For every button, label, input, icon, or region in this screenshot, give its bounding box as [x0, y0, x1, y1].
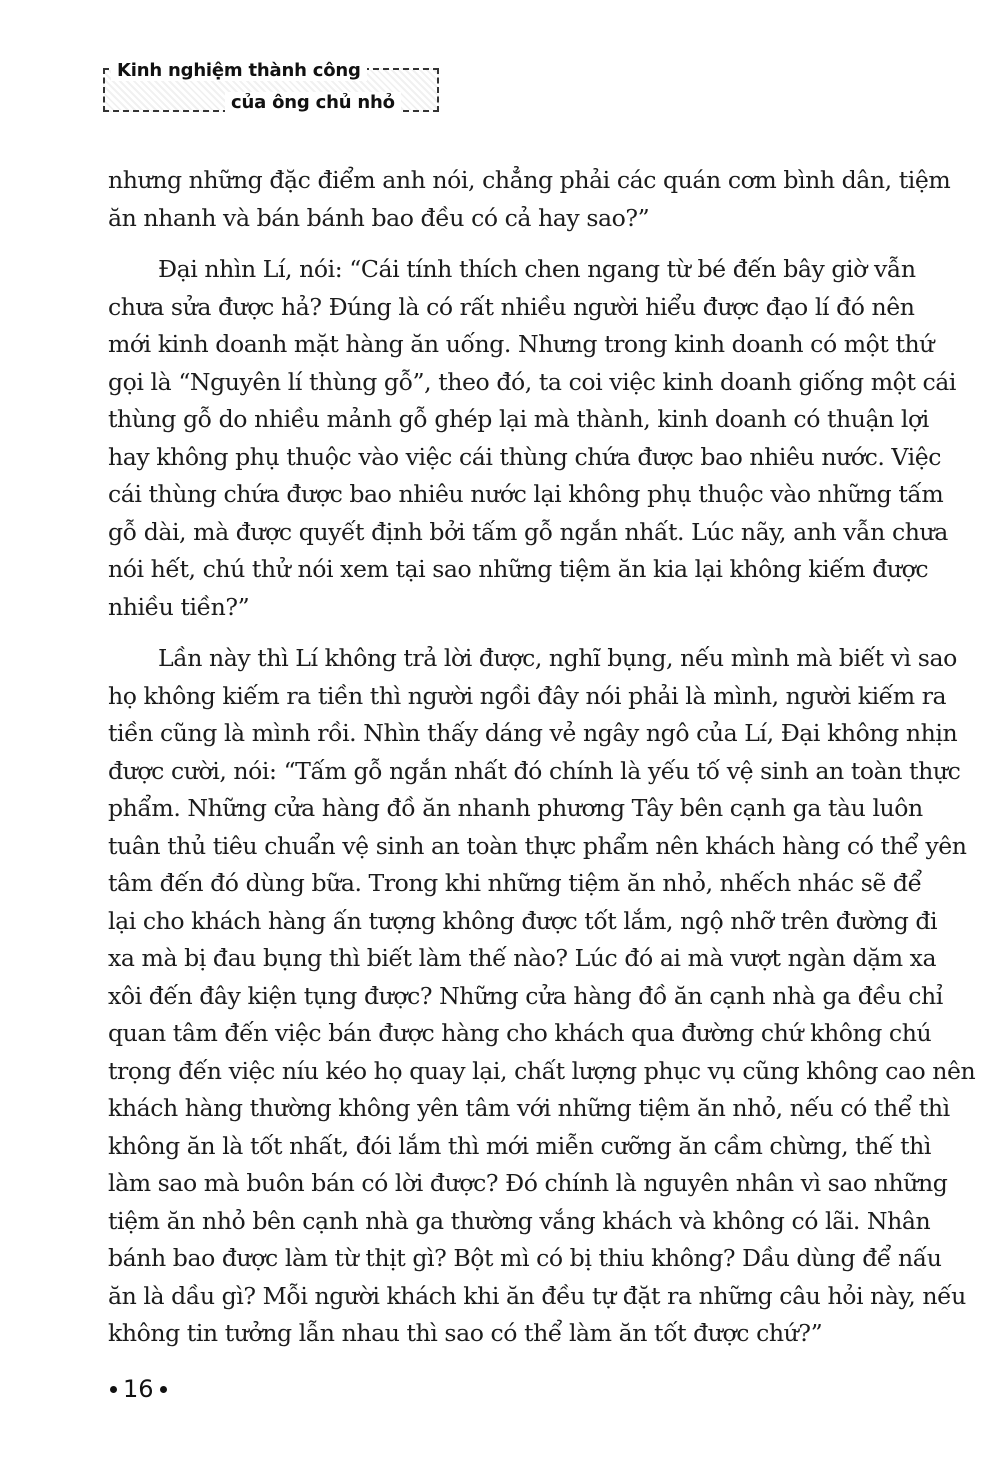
- text-line: tiền cũng là mình rồi. Nhìn thấy dáng vẻ ngây ngô của Lí, Đại không nhịn: [108, 719, 958, 747]
- bullet-dot-icon: [110, 1386, 117, 1393]
- paragraph-2: [108, 251, 956, 626]
- text-line: khách hàng thường không yên tâm với những tiệm ăn nhỏ, nếu có thể thì: [108, 1094, 950, 1122]
- text-line: không ăn là tốt nhất, đói lắm thì mới miễn cưỡng ăn cầm chừng, thế thì: [108, 1131, 931, 1160]
- text-line: hay không phụ thuộc vào việc cái thùng chứa được bao nhiêu nước. Việc: [108, 442, 941, 471]
- text-line: phẩm. Những cửa hàng đồ ăn nhanh phương Tây bên cạnh ga tàu luôn: [108, 794, 923, 822]
- text-line: xôi đến đây kiện tụng được? Những cửa hàng đồ ăn cạnh nhà ga đều chỉ: [108, 981, 943, 1010]
- text-line: bánh bao được làm từ thịt gì? Bột mì có bị thiu không? Dầu dùng để nấu: [108, 1244, 942, 1272]
- text-line: thùng gỗ do nhiều mảnh gỗ ghép lại mà thành, kinh doanh có thuận lợi: [108, 405, 929, 433]
- text-line: nhiều tiền?”: [108, 592, 250, 621]
- text-line: làm sao mà buôn bán có lời được? Đó chính là nguyên nhân vì sao những: [108, 1169, 948, 1197]
- page-number: 16: [123, 1375, 154, 1403]
- paragraph-3: [108, 640, 976, 1353]
- text-line: tiệm ăn nhỏ bên cạnh nhà ga thường vắng khách và không có lãi. Nhân: [108, 1206, 931, 1235]
- text-line: gỗ dài, mà được quyết định bởi tấm gỗ ngắn nhất. Lúc nãy, anh vẫn chưa: [108, 517, 948, 546]
- text-line: chưa sửa được hả? Đúng là có rất nhiều người hiểu được đạo lí đó nên: [108, 292, 915, 321]
- text-line: ăn là dầu gì? Mỗi người khách khi ăn đều tự đặt ra những câu hỏi này, nếu: [108, 1281, 966, 1310]
- paragraph-1: [108, 162, 951, 237]
- text-line: nhưng những đặc điểm anh nói, chẳng phải các quán cơm bình dân, tiệm: [108, 166, 951, 194]
- page-number-footer: [110, 1375, 167, 1403]
- text-line: ăn nhanh và bán bánh bao đều có cả hay sao?”: [108, 203, 650, 232]
- header-title-line-2: của ông chủ nhỏ: [225, 92, 401, 113]
- bullet-dot-icon: [160, 1386, 167, 1393]
- text-line: họ không kiếm ra tiền thì người ngồi đây nói phải là mình, người kiếm ra: [108, 681, 947, 710]
- text-line: Lần này thì Lí không trả lời được, nghĩ bụng, nếu mình mà biết vì sao: [158, 644, 957, 672]
- text-line: quan tâm đến việc bán được hàng cho khách qua đường chứ không chú: [108, 1019, 932, 1047]
- text-line: tuân thủ tiêu chuẩn vệ sinh an toàn thực phẩm nên khách hàng có thể yên: [108, 831, 967, 860]
- text-line: tâm đến đó dùng bữa. Trong khi những tiệm ăn nhỏ, nhếch nhác sẽ để: [108, 869, 922, 897]
- text-line: được cười, nói: “Tấm gỗ ngắn nhất đó chính là yếu tố vệ sinh an toàn thực: [108, 756, 961, 785]
- text-line: Đại nhìn Lí, nói: “Cái tính thích chen ngang từ bé đến bây giờ vẫn: [158, 255, 916, 283]
- text-line: xa mà bị đau bụng thì biết làm thế nào? Lúc đó ai mà vượt ngàn dặm xa: [108, 944, 937, 972]
- text-line: lại cho khách hàng ấn tượng không được tốt lắm, ngộ nhỡ trên đường đi: [108, 906, 938, 935]
- text-line: nói hết, chú thử nói xem tại sao những tiệm ăn kia lại không kiếm được: [108, 555, 929, 583]
- header-title-line-1: Kinh nghiệm thành công: [111, 60, 367, 81]
- text-line: trọng đến việc níu kéo họ quay lại, chất lượng phục vụ cũng không cao nên: [108, 1056, 976, 1085]
- text-line: mới kinh doanh mặt hàng ăn uống. Nhưng trong kinh doanh có một thứ: [108, 330, 935, 358]
- text-line: cái thùng chứa được bao nhiêu nước lại không phụ thuộc vào những tấm: [108, 480, 944, 508]
- running-header: [103, 58, 443, 122]
- text-line: gọi là “Nguyên lí thùng gỗ”, theo đó, ta coi việc kinh doanh giống một cái: [108, 367, 956, 396]
- page-body: [108, 162, 976, 1353]
- text-line: không tin tưởng lẫn nhau thì sao có thể làm ăn tốt được chứ?”: [108, 1319, 823, 1347]
